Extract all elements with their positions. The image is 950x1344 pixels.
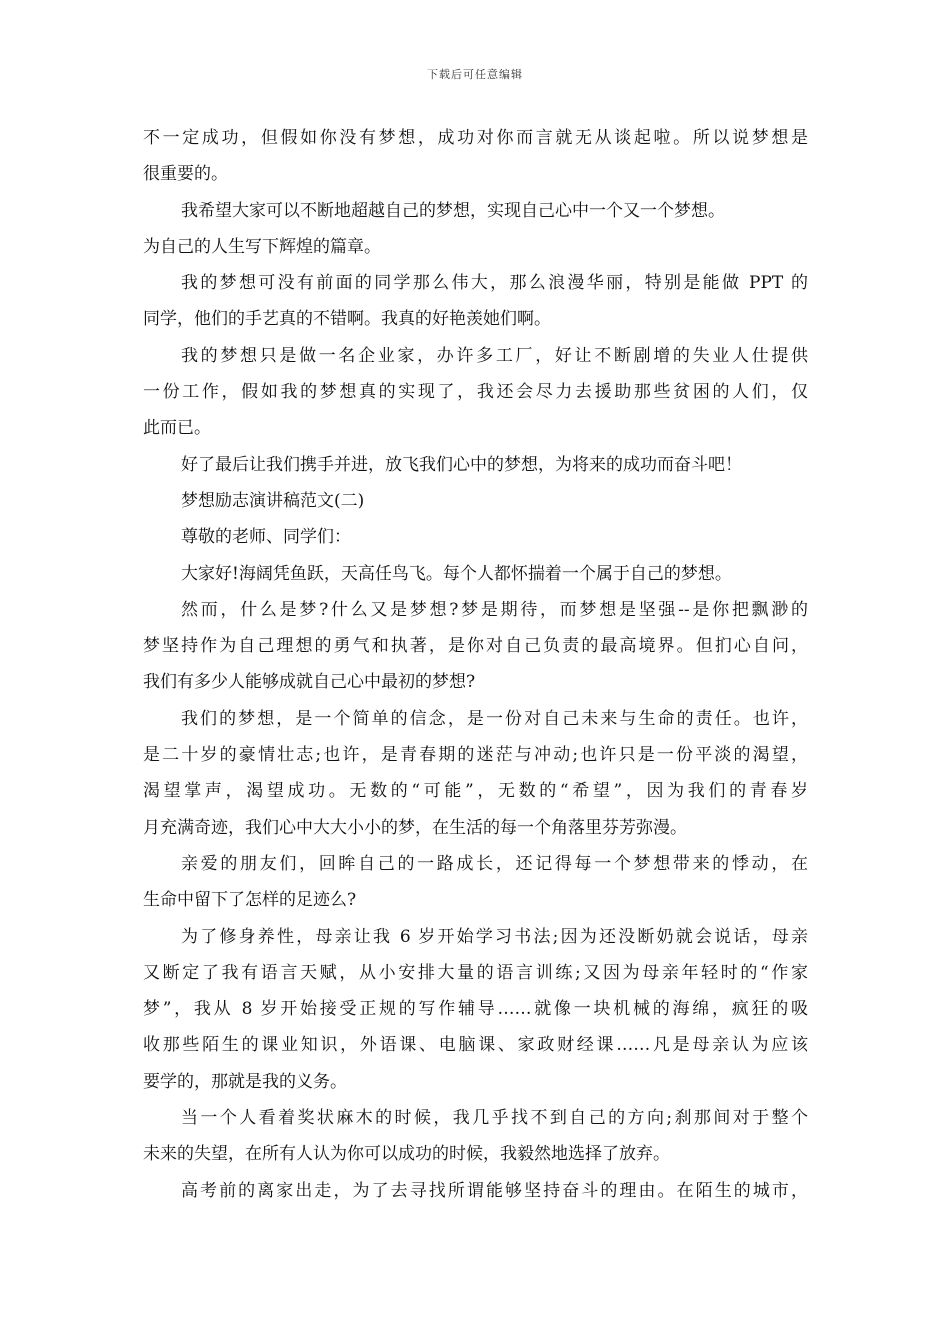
text-line: 不一定成功，但假如你没有梦想，成功对你而言就无从谈起啦。所以说梦想是 [143,128,808,148]
text-line: 梦”，我从 8 岁开始接受正规的写作辅导……就像一块机械的海绵，疯狂的吸 [143,999,808,1020]
text-line: 尊敬的老师、同学们： [181,527,351,548]
text-line: 我的梦想只是做一名企业家，办许多工厂，好让不断剧增的失业人仕提供 [181,345,808,366]
text-line: 很重要的。 [143,164,228,185]
text-line: 当一个人看着奖状麻木的时候，我几乎找不到自己的方向;刹那间对于整个 [181,1108,808,1129]
text-line: 高考前的离家出走，为了去寻找所谓能够坚持奋斗的理由。在陌生的城市， [181,1180,808,1201]
text-line: 一份工作，假如我的梦想真的实现了，我还会尽力去援助那些贫困的人们，仅 [143,382,808,403]
page-header: 下载后可任意编辑 [427,68,523,81]
text-line: 然而，什么是梦?什么又是梦想?梦是期待，而梦想是坚强--是你把飘渺的 [181,599,808,620]
text-line: 收那些陌生的课业知识，外语课、电脑课、家政财经课……凡是母亲认为应该 [143,1035,808,1056]
text-line: 此而已。 [143,418,211,439]
text-line: 亲爱的朋友们，回眸自己的一路成长，还记得每一个梦想带来的悸动，在 [181,853,808,874]
text-line: 月充满奇迹，我们心中大大小小的梦，在生活的每一个角落里芬芳弥漫。 [143,817,687,838]
text-line: 我们的梦想，是一个简单的信念，是一份对自己未来与生命的责任。也许， [181,708,808,729]
text-line: 生命中留下了怎样的足迹么? [143,890,357,911]
text-line: 要学的，那就是我的义务。 [143,1071,347,1092]
text-line: 好了最后让我们携手并进，放飞我们心中的梦想，为将来的成功而奋斗吧！ [181,454,742,475]
text-line: 我们有多少人能够成就自己心中最初的梦想? [143,672,476,693]
text-line: 梦坚持作为自己理想的勇气和执著，是你对自己负责的最高境界。但扪心自问， [143,636,808,657]
text-line: 梦想励志演讲稿范文(二) [181,490,365,511]
text-line: 为了修身养性，母亲让我 6 岁开始学习书法;因为还没断奶就会说话，母亲 [181,926,808,947]
text-line: 同学，他们的手艺真的不错啊。我真的好艳羡她们啊。 [143,309,551,330]
text-line: 为自己的人生写下辉煌的篇章。 [143,236,381,257]
text-line: 我希望大家可以不断地超越自己的梦想，实现自己心中一个又一个梦想。 [181,200,725,221]
text-line: 是二十岁的豪情壮志;也许，是青春期的迷茫与冲动;也许只是一份平淡的渴望， [143,745,808,766]
text-line: 我的梦想可没有前面的同学那么伟大，那么浪漫华丽，特别是能做 PPT 的 [181,273,808,294]
text-line: 大家好!海阔凭鱼跃，天高任鸟飞。每个人都怀揣着一个属于自己的梦想。 [181,563,732,584]
text-line: 未来的失望，在所有人认为你可以成功的时候，我毅然地选择了放弃。 [143,1144,670,1165]
document-body [143,120,808,1209]
text-line: 渴望掌声，渴望成功。无数的“可能”，无数的“希望”，因为我们的青春岁 [143,781,808,802]
text-line: 又断定了我有语言天赋，从小安排大量的语言训练;又因为母亲年轻时的“作家 [143,962,808,983]
